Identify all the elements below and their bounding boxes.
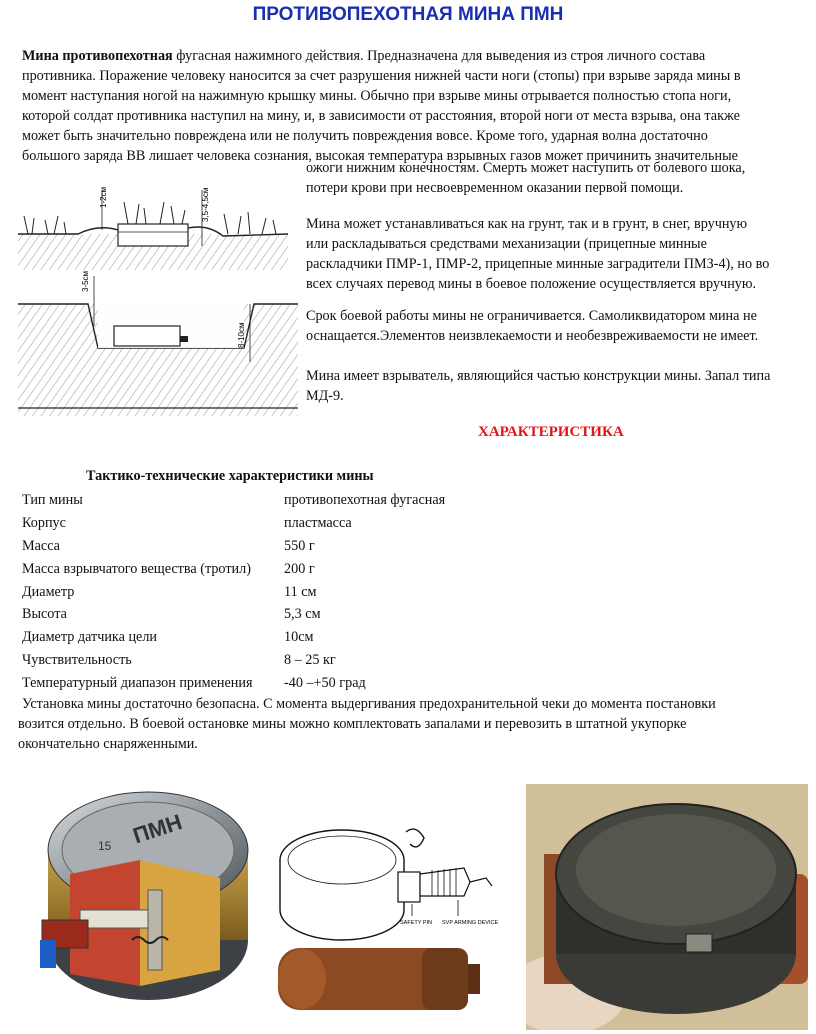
spec-value: -40 –+50 град	[284, 675, 366, 691]
depth-label: 3-5см	[81, 270, 90, 292]
intro-line: противника. Поражение человеку наносится за счет разрушения нижней части ноги (стопы) при взрыве заряда мины в	[22, 68, 741, 84]
intro-line: которой солдат противника наступил на мину, и, в зависимости от расстояния, второй ноги от места взрыва, она также	[22, 108, 740, 124]
intro-line: большого заряда ВВ лишает человека сознания, высокая температура взрывных газов может причинить значительные	[22, 148, 738, 164]
spec-label: Чувствительность	[22, 652, 132, 668]
intro-line: момент наступания ногой на нажимную крышку мины. Обычно при взрыве мины отрывается полностью стопа ноги,	[22, 88, 732, 104]
spec-value: противопехотная фугасная	[284, 492, 446, 508]
spec-label: Диаметр	[22, 584, 75, 600]
mine-marking: ПМН	[129, 809, 186, 849]
height-label: 8-10см	[237, 322, 246, 348]
spec-value: 8 – 25 кг	[284, 652, 336, 668]
service-paragraph: Срок боевой работы мины не ограничивается. Самоликвидатором мина не оснащается.Элементов неизвлекаемости и необезвреживаемости не имеет.	[306, 308, 759, 344]
spec-label: Масса	[22, 538, 60, 554]
safety-pin-label: SAFETY PIN	[400, 920, 432, 926]
spec-value: 200 г	[284, 561, 315, 577]
spec-label: Высота	[22, 606, 67, 622]
intro-line: ожоги нижним конечностям. Смерть может наступить от болевого шока,	[306, 160, 746, 176]
page-title: ПРОТИВОПЕХОТНАЯ МИНА ПМН	[252, 4, 564, 25]
height-label: 3,5-4,5см	[201, 187, 210, 222]
spec-value: 550 г	[284, 538, 315, 554]
spec-label: Корпус	[22, 515, 66, 531]
spec-label: Диаметр датчика цели	[22, 629, 158, 645]
intro-lead: Мина противопехотная	[22, 48, 173, 64]
spec-label: Тип мины	[22, 492, 83, 508]
specs-heading: Тактико-технические характеристики мины	[86, 468, 374, 484]
intro-line: Мина противопехотная фугасная нажимного действия. Предназначена для выведения из строя личного состава	[22, 48, 706, 64]
mine-photo	[526, 784, 808, 1030]
spec-label: Масса взрывчатого вещества (тротил)	[22, 561, 251, 577]
intro-paragraph	[22, 46, 816, 166]
depth-label: 1-2см	[99, 186, 108, 208]
fuse-paragraph: Мина имеет взрыватель, являющийся частью конструкции мины. Запал типа МД-9.	[306, 368, 771, 404]
spec-label: Температурный диапазон применения	[22, 675, 253, 691]
mine-number: 15	[98, 839, 112, 853]
spec-value: 10см	[284, 629, 314, 645]
spec-value: 11 см	[284, 584, 317, 600]
intro-continued	[306, 158, 816, 198]
installation-diagram	[18, 180, 302, 422]
characteristics-heading: ХАРАКТЕРИСТИКА	[478, 424, 624, 440]
safety-note: Установка мины достаточно безопасна. С момента выдергивания предохранительной чеки до момента постановки возится отдельно. В боевой остановке мины можно комплектовать запалами и перевозить в штатной укупорке окончательно снаряженными.	[18, 696, 716, 752]
install-paragraph: Мина может устанавливаться как на грунт, так и в грунт, в снег, вручную или раскладываться средствами механизации (прицепные минные раскладчики ПМР-1, ПМР-2, прицепные минные заградители ПМЗ-4), но во всех случаях перевод мины в боевое положение осуществляется вручную.	[306, 216, 770, 292]
buried-install-diagram	[18, 271, 298, 416]
intro-line: может быть значительно повреждена или не получить повреждения вовсе. Кроме того, ударная волна достаточно	[22, 128, 708, 144]
mine-line-drawing	[272, 820, 504, 1024]
mine-cutaway-illustration	[40, 790, 254, 1024]
surface-install-diagram	[18, 187, 288, 270]
spec-value: пластмасса	[284, 515, 352, 531]
spec-value: 5,3 см	[284, 606, 321, 622]
arming-device-label: SVP ARMING DEVICE	[442, 920, 499, 926]
intro-line: потери крови при несвоевременном оказании первой помощи.	[306, 180, 684, 196]
